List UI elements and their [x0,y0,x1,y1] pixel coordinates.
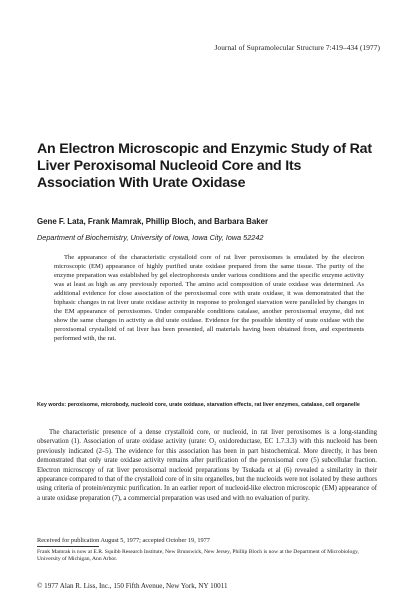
keywords-section [37,402,382,410]
abstract: The appearance of the characteristic crystalloid core of rat liver peroxisomes is emulated by the electron microscopic (EM) appearance of highly purified urate oxidase prepared from the same tissue. The purity of the enzyme preparation was established by gel electrophoresis under various conditions and the specific enzyme activity was at least as high as any previously reported. The amino acid composition of urate oxidase was determined. As additional evidence for close association of the peroxisomal core with urate oxidase, it was demonstrated that the biphasic changes in rat liver urate oxidase activity in response to prolonged starvation were paralleled by changes in the EM appearance of peroxisomes. Under comparable conditions catalase, another peroxisomal enzyme, did not show the same changes in activity as did urate oxidase. Evidence for the possible identity of urate oxidase with the peroxisomal crystalloid of rat liver has been presented, all materials having been obtained from, and experiments performed with, the rat. [54,254,364,342]
journal-citation: Journal of Supramolecular Structure 7:419–434 (1977) [214,43,380,52]
received-dates: Received for publication August 5, 1977; accepted October 19, 1977 [37,537,210,544]
introduction-paragraph: The characteristic presence of a dense crystalloid core, or nucleoid, in rat liver peroxisomes is a long-standing observation (1). Association of urate oxidase activity (urate: O₂ oxidoreductase, EC 1.7.3.3) with this nucleoid has been previously indicated (2–5). The evidence for this association has been in part histochemical. More directly, it has been demonstrated that only urate oxidase activity remains after purification of the peroxisomal core (5) subcellular fraction. Electron microscopy of rat liver peroxisomal nucleoid preparations by Tsukada et al (6) revealed a similarity in their appearance compared to that of the crystalloid core of in situ organelles, but the nucleoids were not isolated by these authors using criteria of protein/enzymic purification. In an earlier report of nucleoid-like electron microscopic (EM) appearance of a urate oxidase preparation (7), a commercial preparation was used and with no evaluation of purity. [37,429,377,502]
author-affiliation: Department of Biochemistry, University of Iowa, Iowa City, Iowa 52242 [37,233,264,242]
article-title: An Electron Microscopic and Enzymic Study of Rat Liver Peroxisomal Nucleoid Core and Its Association With Urate Oxidase [37,141,372,191]
keywords-label: Key words: [37,402,67,408]
author-list: Gene F. Lata, Frank Mamrak, Phillip Bloch, and Barbara Baker [37,217,269,226]
copyright-line: © 1977 Alan R. Liss, Inc., 150 Fifth Avenue, New York, NY 10011 [37,582,228,590]
keywords-list: peroxisome, microbody, nucleoid core, urate oxidase, starvation effects, rat liver enzymes, catalase, cell organelle [67,402,360,408]
author-footnote: Frank Mamrak is now at E.R. Squibb Research Institute, New Brunswick, New Jersey, Phillip Bloch is now at the Department of Microbiology, University of Michigan, Ann Arbor. [37,549,359,563]
footnote-divider [37,546,99,547]
